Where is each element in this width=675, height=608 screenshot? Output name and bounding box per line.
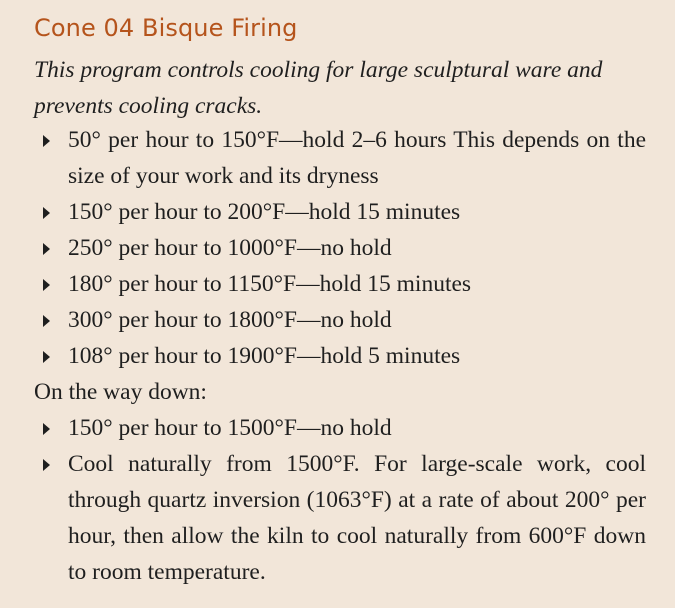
step-text: 250° per hour to 1000°F—no hold <box>68 235 392 261</box>
list-item <box>34 230 646 266</box>
triangle-bullet-icon <box>43 315 50 327</box>
list-item <box>34 122 646 194</box>
step-text: Cool naturally from 1500°F. For large-scale work, cool through quartz inversion (1063°F) at a rate of about 200° per hour, then allow the kiln to cool naturally from 600°F down to room temperature. <box>68 451 646 585</box>
step-text: 108° per hour to 1900°F—hold 5 minutes <box>68 343 461 369</box>
panel-title: Cone 04 Bisque Firing <box>34 14 298 42</box>
intro-text: This program controls cooling for large sculptural ware and prevents cooling cracks. <box>34 57 603 119</box>
cooling-steps-list <box>34 410 646 590</box>
triangle-bullet-icon <box>43 279 50 291</box>
triangle-bullet-icon <box>43 351 50 363</box>
step-text: 50° per hour to 150°F—hold 2–6 hours This depends on the size of your work and its dryness <box>68 127 646 189</box>
triangle-bullet-icon <box>43 135 50 147</box>
list-item <box>34 410 646 446</box>
step-text: 300° per hour to 1800°F—no hold <box>68 307 392 333</box>
list-item <box>34 446 646 590</box>
triangle-bullet-icon <box>43 207 50 219</box>
list-item <box>34 266 646 302</box>
list-item <box>34 194 646 230</box>
list-item <box>34 302 646 338</box>
list-item <box>34 338 646 374</box>
triangle-bullet-icon <box>43 423 50 435</box>
heating-steps-list <box>34 122 646 374</box>
triangle-bullet-icon <box>43 243 50 255</box>
step-text: 150° per hour to 200°F—hold 15 minutes <box>68 199 461 225</box>
triangle-bullet-icon <box>43 459 50 471</box>
cooling-subheading: On the way down: <box>34 379 207 405</box>
step-text: 180° per hour to 1150°F—hold 15 minutes <box>68 271 472 297</box>
step-text: 150° per hour to 1500°F—no hold <box>68 415 392 441</box>
